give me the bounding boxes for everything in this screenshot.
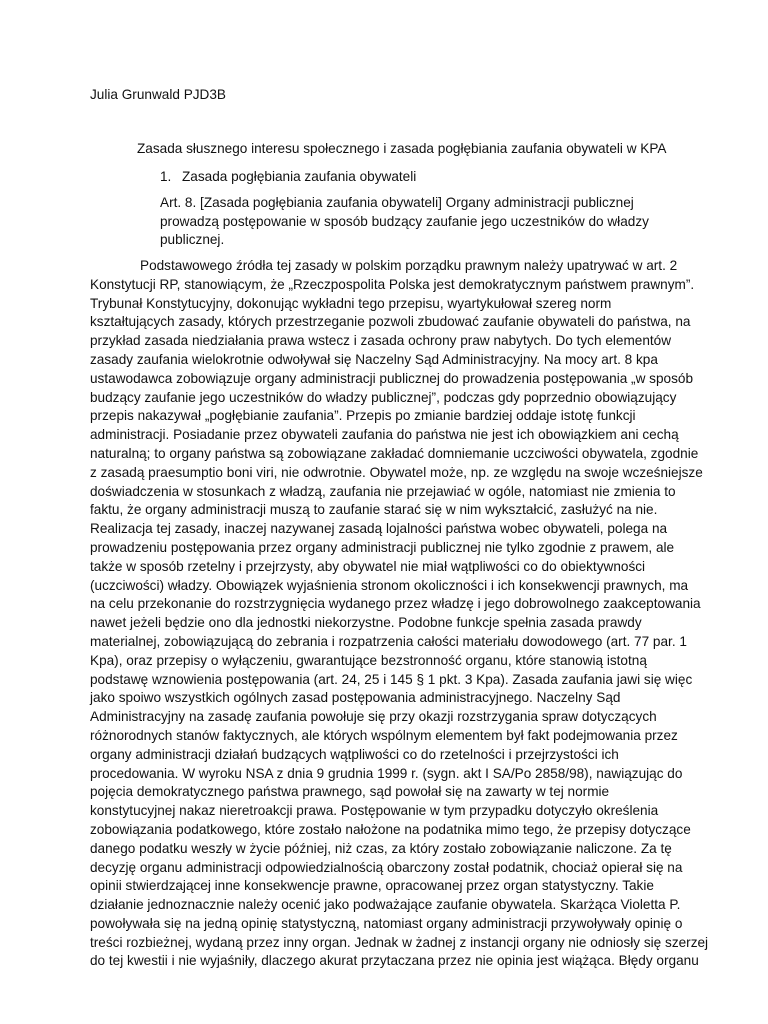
section-heading	[160, 169, 416, 184]
body-paragraph	[90, 257, 709, 971]
body-line: decyzję organu administracji odpowiedzialnością obarczony został podatnik, chociaż opierał się na	[90, 859, 683, 875]
article-line: publicznej.	[160, 232, 225, 247]
body-line: (uczciwości) władzy. Obowiązek wyjaśnienia stronom okoliczności i ich konsekwencji prawnych, ma	[90, 577, 689, 593]
body-line: z zasadą praesumptio boni viri, nie odwrotnie. Obywatel może, np. ze względu na swoje wcześniejsze	[90, 464, 703, 480]
body-line: do tej kwestii i nie wyjaśniły, dlaczego akurat przytaczana przez nie opinia jest wiążąca. Błędy organu	[90, 953, 699, 969]
body-line: przykład zasada niedziałania prawa wstecz i zasada ochrony praw nabytych. Do tych elementów	[90, 333, 672, 349]
body-line: organy administracji działań budzących wątpliwości co do rzetelności i przejrzystości ich	[90, 746, 619, 762]
section-number: 1.	[160, 169, 172, 184]
body-line: materialnej, zobowiązującą do zebrania i rozpatrzenia całości materiału dowodowego (art. 77 par. 1	[90, 633, 687, 649]
body-line: także w sposób rzetelny i przejrzysty, aby obywatel nie miał wątpliwości co do obiektywności	[90, 558, 646, 574]
body-line: doświadczenia w stosunkach z władzą, zaufania nie przejawiać w ogóle, natomiast nie zmienia to	[90, 483, 676, 499]
body-line: konstytucyjnej nakaz nieretroakcji prawa. Postępowanie w tym przypadku dotyczyło określenia	[90, 803, 659, 819]
body-line: przepis nakazywał „pogłębianie zaufania”. Przepis po zmianie bardziej oddaje istotę funkcji	[90, 408, 636, 424]
author-line: Julia Grunwald PJD3B	[90, 87, 226, 102]
body-line: kształtujących zasady, których przestrzeganie pozwoli zbudować zaufanie obywateli do państwa, na	[90, 314, 691, 330]
article-quote	[160, 194, 680, 250]
body-line: Konstytucji RP, stanowiącym, że „Rzeczpospolita Polska jest demokratycznym państwem prawnym”.	[90, 276, 695, 292]
body-line: Administracyjny na zasadę zaufania powołuje się przy okazji rozstrzygania spraw dotyczących	[90, 709, 657, 725]
body-line: jako spoiwo wszystkich ogólnych zasad postępowania administracyjnego. Naczelny Sąd	[90, 690, 621, 706]
body-line: powoływała się na jedną opinię statystyczną, natomiast organy administracji przywoływały opinię o	[90, 915, 683, 931]
body-line: Kpa), oraz przepisy o wyłączeniu, gwarantujące bezstronność organu, które stanowią istotną	[90, 652, 647, 668]
article-line: Art. 8. [Zasada pogłębiania zaufania obywateli] Organy administracji publicznej	[160, 195, 634, 210]
body-line: Realizacja tej zasady, inaczej nazywanej zasadą lojalności państwa wobec obywateli, polega na	[90, 521, 668, 537]
body-line: zobowiązania podatkowego, które zostało nałożone na podatnika mimo tego, że przepisy dotyczące	[90, 821, 691, 837]
body-line: zasady zaufania wielokrotnie odwoływał się Naczelny Sąd Administracyjny. Na mocy art. 8 kpa	[90, 351, 658, 367]
document-title: Zasada słusznego interesu społecznego i zasada pogłębiania zaufania obywateli w KPA	[137, 141, 667, 156]
article-line: prowadzą postępowanie w sposób budzący zaufanie jego uczestników do władzy	[160, 213, 649, 229]
body-line: podstawę wznowienia postępowania (art. 24, 25 i 145 § 1 pkt. 3 Kpa). Zasada zaufania jawi się więc	[90, 671, 693, 687]
body-line: opinii stwierdzającej inne konsekwencje prawne, opracowanej przez organ statystyczny. Takie	[90, 878, 654, 894]
body-line: budzący zaufanie jego uczestników do władzy publicznej”, podczas gdy poprzednio obowiązujący	[90, 389, 677, 405]
body-line: danego podatku weszły w życie później, niż czas, za który zostało zobowiązanie naliczone. Za tę	[90, 840, 672, 856]
body-line: działanie jednoznacznie należy ocenić jako podważające zaufanie obywatela. Skarżąca Violetta P.	[90, 897, 681, 913]
body-line: na celu przekonanie do rozstrzygnięcia wydanego przez władzę i jego dobrowolnego zaakceptowania	[90, 596, 701, 612]
body-line: naturalną; to organy państwa są zobowiązane zakładać domniemanie uczciwości obywatela, zgodnie	[90, 445, 699, 461]
body-line: administracji. Posiadanie przez obywateli zaufania do państwa nie jest ich obowiązkiem ani cechą	[90, 427, 679, 443]
body-line: Trybunał Konstytucyjny, dokonując wykładni tego przepisu, wyartykułował szereg norm	[90, 295, 612, 311]
body-line: procedowania. W wyroku NSA z dnia 9 grudnia 1999 r. (sygn. akt I SA/Po 2858/98), nawiązując do	[90, 765, 683, 781]
body-line: pojęcia demokratycznego państwa prawnego, sąd powołał się na zawarty w tej normie	[90, 784, 610, 800]
body-line: faktu, że organy administracji muszą to zaufanie starać się w nim wykształcić, zasłużyć na nie.	[90, 502, 658, 518]
body-line: prowadzeniu postępowania przez organy administracji publicznej nie tylko zgodnie z prawem, ale	[90, 539, 675, 555]
body-line: ustawodawca zobowiązuje organy administracji publicznej do prowadzenia postępowania „w sposób	[90, 370, 694, 386]
body-line: nawet jeżeli będzie ono dla jednostki niekorzystne. Podobne funkcje spełnia zasada prawdy	[90, 615, 642, 631]
section-label: Zasada pogłębiania zaufania obywateli	[182, 169, 417, 184]
body-line: treści rozbieżnej, wydaną przez inny organ. Jednak w żadnej z instancji organy nie odniosły się szerzej	[90, 934, 709, 950]
body-line: Podstawowego źródła tej zasady w polskim porządku prawnym należy upatrywać w art. 2	[140, 258, 678, 273]
body-line: różnorodnych stanów faktycznych, ale których wspólnym elementem był fakt podejmowania przez	[90, 727, 678, 743]
